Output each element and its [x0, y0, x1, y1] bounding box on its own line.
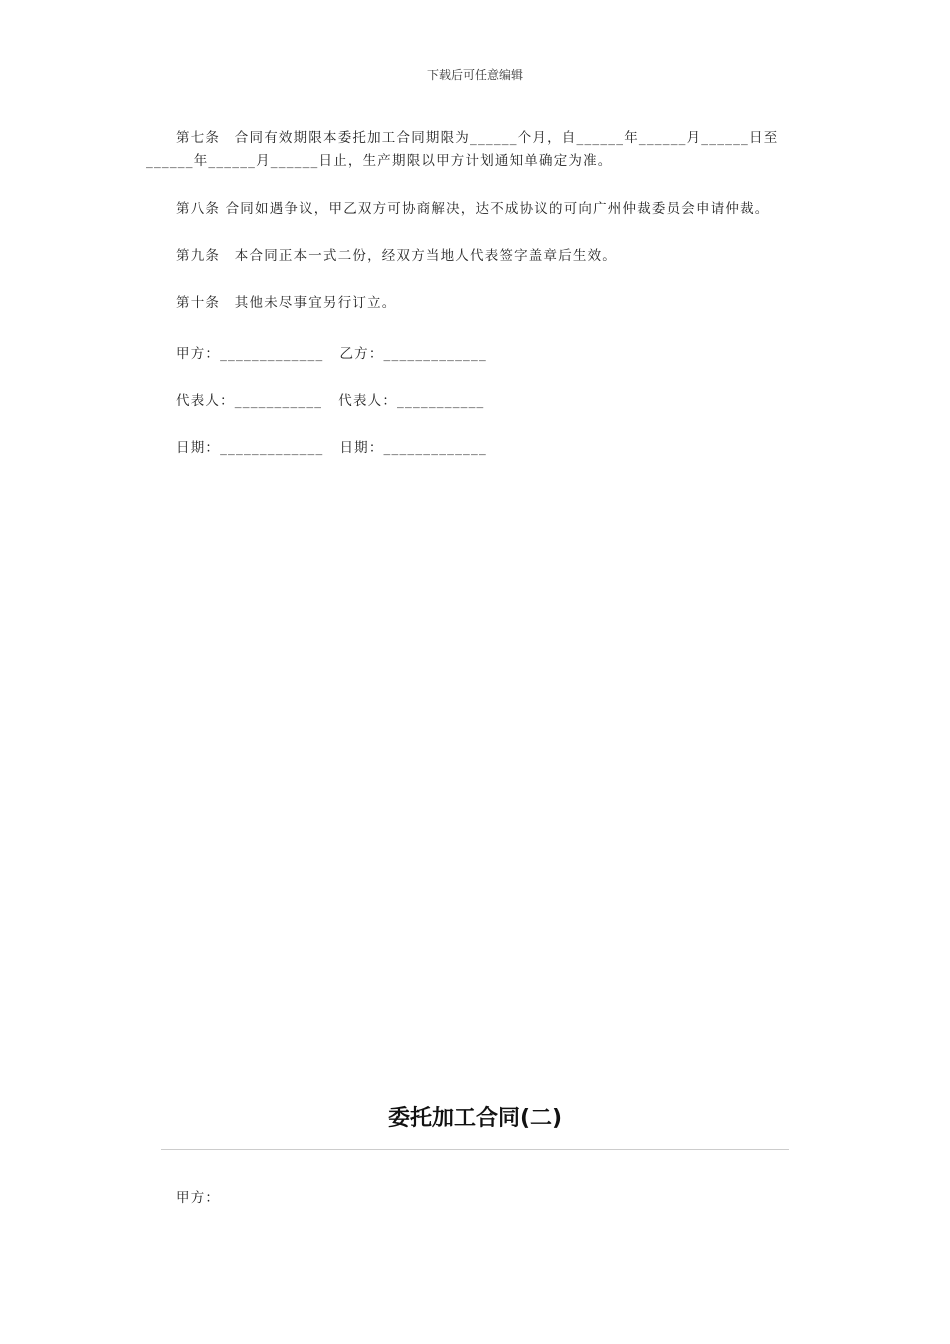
signature-date-line: [176, 436, 487, 456]
clause-9-text: 第九条 本合同正本一式二份，经双方当地人代表签字盖章后生效。: [176, 248, 617, 264]
second-contract-title: 委托加工合同(二): [387, 1106, 563, 1131]
header-note: 下载后可任意编辑: [426, 68, 523, 82]
party-a-signature: 甲方：_____________: [176, 346, 324, 362]
clause-9: [146, 245, 811, 268]
date-b-signature: 日期：_____________: [339, 440, 487, 456]
signature-rep-line: [176, 389, 485, 409]
clause-7-text: 第七条 合同有效期限本委托加工合同期限为______个月，自______年______月______日至______年______月______日止，生产期限以甲方计划通知单确定为准。: [146, 130, 779, 169]
rep-b-signature: 代表人：___________: [338, 393, 485, 409]
clause-7: [146, 127, 811, 173]
date-a-signature: 日期：_____________: [176, 440, 324, 456]
signature-party-line: [176, 342, 487, 362]
clause-10-text: 第十条 其他未尽事宜另行订立。: [176, 295, 397, 311]
title-divider: [161, 1149, 789, 1150]
clause-8: [146, 198, 811, 221]
second-contract-party-a: 甲方：: [176, 1190, 221, 1206]
party-b-signature: 乙方：_____________: [339, 346, 487, 362]
clause-10: [146, 292, 811, 315]
clause-8-text: 第八条 合同如遇争议，甲乙双方可协商解决，达不成协议的可向广州仲裁委员会申请仲裁。: [176, 201, 770, 217]
rep-a-signature: 代表人：___________: [176, 393, 323, 409]
